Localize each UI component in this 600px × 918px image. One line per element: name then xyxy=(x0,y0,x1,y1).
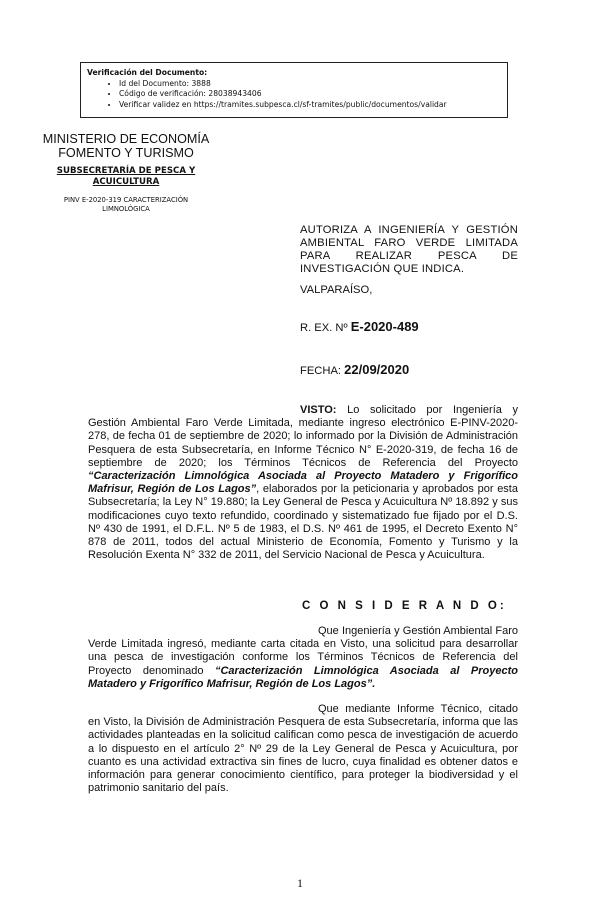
reference-code xyxy=(38,196,214,214)
considerando-p1-project: “Caracterización Limnológica Asociada al Proyecto Matadero y Frigorífico Mafrisur, Región de Los Lagos”. xyxy=(88,664,518,690)
subsecretaria-line-1: SUBSECRETARÍA DE PESCA Y xyxy=(56,166,196,176)
verification-url[interactable]: • Verificar validez en https://tramites.subpesca.cl/sf-tramites/public/documentos/validar xyxy=(119,100,507,111)
considerando-paragraph-2: Que mediante Informe Técnico, citado en Visto, la División de Administración Pesquera de esta Subsecretaría, informa que las actividades planteadas en la solicitud califican como pesca de investigación de acuerdo a lo dispuesto en el artículo 2° Nº 29 de la Ley General de Pesca y Acuicultura, por cuanto es una actividad extractiva sin fines de lucro, cuya finalidad es obtener datos e información para generar conocimiento científico, para proteger la biodiversidad y el patrimonio sanitario del país. xyxy=(88,703,518,795)
verification-list xyxy=(87,79,507,111)
subsecretaria-name xyxy=(38,166,214,188)
visto-label: VISTO: xyxy=(300,404,337,416)
verification-code: • Código de verificación: 28038943406 xyxy=(119,89,507,100)
page-number: 1 xyxy=(297,876,303,890)
verification-title: Verificación del Documento: xyxy=(87,68,208,77)
resolution-subject: AUTORIZA A INGENIERÍA Y GESTIÓN AMBIENTAL FARO VERDE LIMITADA PARA REALIZAR PESCA DE INVESTIGACIÓN QUE INDICA. xyxy=(300,224,518,275)
considerando-p1-text: Que Ingeniería y Gestión Ambiental Faro Verde Limitada ingresó, mediante carta citada en Visto, una solicitud para desarrollar una pesca de investigación conforme los Términos Técnicos de Referencia del Proyecto denominado xyxy=(88,625,518,677)
resolution-date xyxy=(300,362,409,377)
ministry-line-2: FOMENTO Y TURISMO xyxy=(58,146,194,160)
date-value: 22/09/2020 xyxy=(344,362,410,377)
visto-paragraph xyxy=(88,404,518,562)
reference-line-2: LIMNOLÓGICA xyxy=(102,205,150,213)
resolution-number xyxy=(300,319,419,334)
visto-text-b: , elaborados por la peticionaria y aprobados por esta Subsecretaría; la Ley N° 19.880; la Ley General de Pesca y Acuicultura Nº 18.892 y sus modificaciones cuyo texto refundido, coordinado y sistematizado fue fijado por el D.S. Nº 430 de 1991, el D.F.L. Nº 5 de 1983, el D.S. Nº 461 de 1995, el Decreto Exento N° 878 de 2011, todos del actual Ministerio de Economía, Fomento y Turismo y la Resolución Exenta N° 332 de 2011, del Servicio Nacional de Pesca y Acuicultura. xyxy=(88,483,518,562)
date-label: FECHA: xyxy=(300,365,342,377)
visto-project-title: “Caracterización Limnológica Asociada al Proyecto Matadero y Frigorífico Mafrisur, Región de Los Lagos” xyxy=(88,470,518,496)
visto-text-a: Lo solicitado por Ingeniería y Gestión Ambiental Faro Verde Limitada, mediante ingreso electrónico E-PINV-2020-278, de fecha 01 de septiembre de 2020; lo informado por la División de Administración Pesquera de esta Subsecretaría, en Informe Técnico N° E-2020-319, de fecha 16 de septiembre de 2020; los Términos Técnicos de Referencia del Proyecto xyxy=(88,404,518,469)
verification-box xyxy=(80,62,508,118)
considerando-paragraph-1 xyxy=(88,625,518,691)
rex-number: E-2020-489 xyxy=(350,319,419,334)
ministry-name xyxy=(38,132,214,160)
ministry-line-1: MINISTERIO DE ECONOMÍA xyxy=(42,132,210,146)
subsecretaria-line-2: ACUICULTURA xyxy=(92,177,160,187)
rex-label: R. EX. Nº xyxy=(300,322,348,334)
verification-id: • Id del Documento: 3888 xyxy=(119,79,507,90)
considerando-heading: C O N S I D E R A N D O: xyxy=(302,600,507,612)
resolution-place: VALPARAÍSO, xyxy=(300,284,373,296)
reference-line-1: PINV E-2020-319 CARACTERIZACIÓN xyxy=(63,196,189,204)
